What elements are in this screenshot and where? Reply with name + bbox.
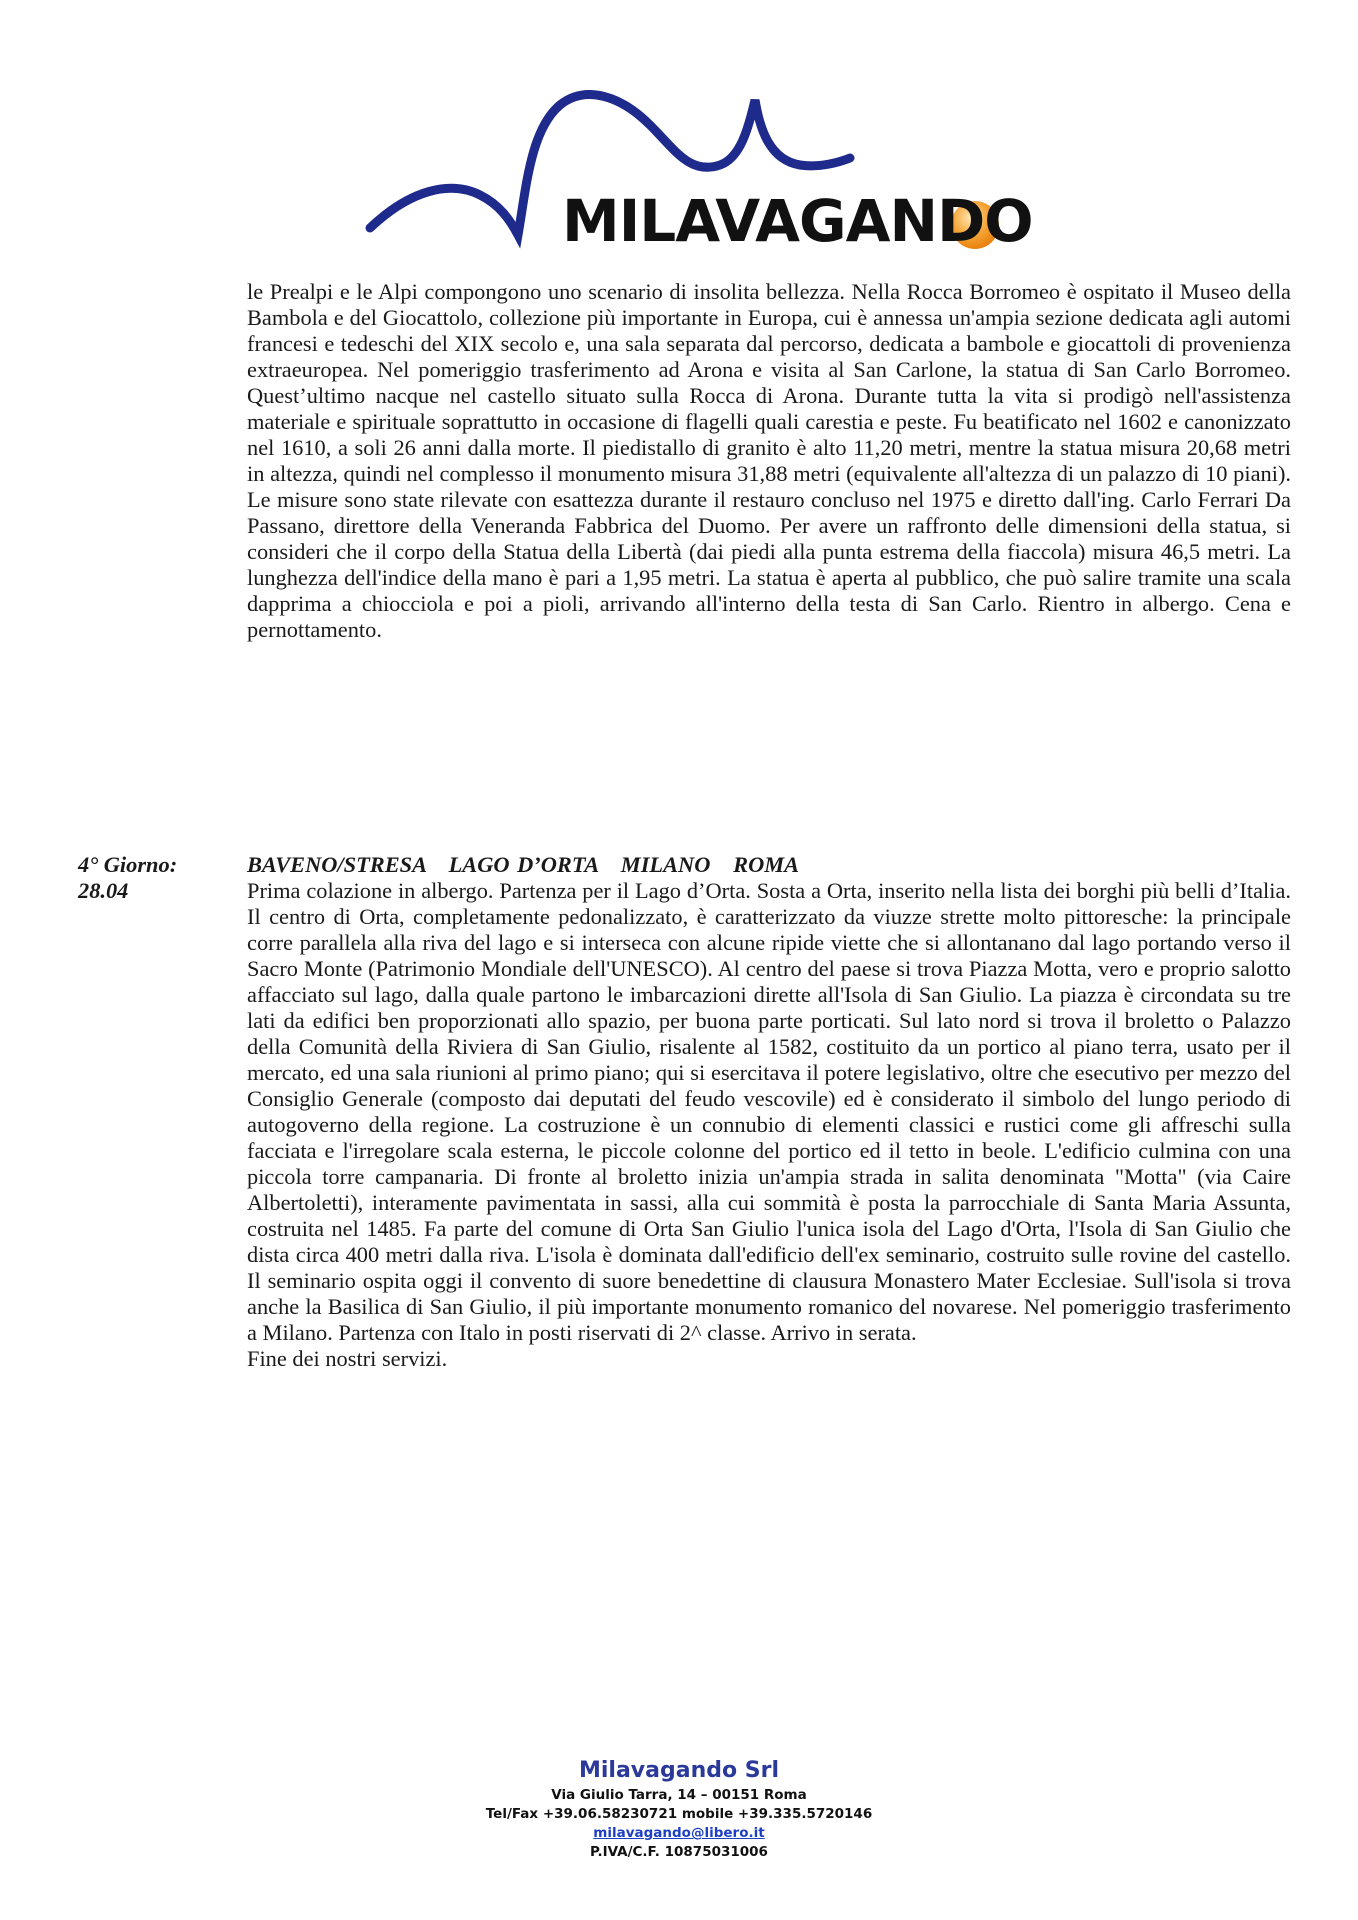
closing-line: Fine dei nostri servizi.: [247, 1346, 448, 1371]
day-date: 28.04: [78, 878, 129, 903]
footer-company: Milavagando Srl: [578, 1758, 780, 1783]
footer: [0, 1756, 1358, 1862]
footer-address: Via Giulio Tarra, 14 – 00151 Roma: [551, 1787, 807, 1803]
day-description: [247, 878, 1291, 1372]
day-label: [78, 852, 177, 904]
continuation-paragraph: le Prealpi e le Alpi compongono uno scenario di insolita bellezza. Nella Rocca Borromeo è ospitato il Museo della Bambola e del Giocattolo, collezione più importante in Europa, cui è annessa un'ampia sezione dedicata agli automi francesi e tedeschi del XIX secolo e, una sala separata dal percorso, dedicata a bambole e giocattoli di provenienza extraeuropea. Nel pomeriggio trasferimento ad Arona e visita al San Carlone, la statua di San Carlo Borromeo. Quest’ultimo nacque nel castello situato sulla Rocca di Arona. Durante tutta la vita si prodigò nell'assistenza materiale e spirituale soprattutto in occasione di flagelli quali carestia e peste. Fu beatificato nel 1602 e canonizzato nel 1610, a soli 26 anni dalla morte. Il piedistallo di granito è alto 11,20 metri, mentre la statua misura 20,68 metri in altezza, quindi nel complesso il monumento misura 31,88 metri (equivalente all'altezza di un palazzo di 10 piani). Le misure sono state rilevate con esattezza durante il restauro concluso nel 1975 e diretto dall'ing. Carlo Ferrari Da Passano, direttore della Veneranda Fabbrica del Duomo. Per avere un raffronto delle dimensioni della statua, si consideri che il corpo della Statua della Libertà (dai piedi alla punta estrema della fiaccola) misura 46,5 metri. La lunghezza dell'indice della mano è pari a 1,95 metri. La statua è aperta al pubblico, che può salire tramite una scala dapprima a chiocciola e poi a pioli, arrivando all'interno della testa di San Carlo. Rientro in albergo. Cena e pernottamento.: [247, 279, 1291, 642]
day-title: BAVENO/STRESA LAGO D’ORTA MILANO ROMA: [247, 852, 800, 877]
footer-phones: Tel/Fax +39.06.58230721 mobile +39.335.5720146: [485, 1806, 873, 1822]
logo-wordmark: MILAVAGANDO: [562, 187, 1033, 255]
footer-email-link[interactable]: milavagando@libero.it: [593, 1825, 765, 1841]
footer-vat: P.IVA/C.F. 10875031006: [590, 1844, 768, 1860]
day-body: Prima colazione in albergo. Partenza per il Lago d’Orta. Sosta a Orta, inserito nella lista dei borghi più belli d’Italia. Il centro di Orta, completamente pedonalizzato, è caratterizzato da viuzze strette molto pittoresche: la principale corre parallela alla riva del lago e si interseca con alcune ripide viette che si allontanano dal lago portando verso il Sacro Monte (Patrimonio Mondiale dell'UNESCO). Al centro del paese si trova Piazza Motta, vero e proprio salotto affacciato sul lago, dalla quale partono le imbarcazioni dirette all'Isola di San Giulio. La piazza è circondata su tre lati da edifici ben proporzionati allo spazio, per buona parte porticati. Sul lato nord si trova il broletto o Palazzo della Comunità della Riviera di San Giulio, risalente al 1582, costituito da un portico al piano terra, usato per il mercato, ed una sala riunioni al primo piano; qui si esercitava il potere legislativo, oltre che esecutivo per mezzo del Consiglio Generale (composto dai deputati del feudo vescovile) ed è considerato il simbolo del lungo periodo di autogoverno della regione. La costruzione è un connubio di elementi classici e rustici come gli affreschi sulla facciata e l'irregolare scala esterna, le piccole colonne del portico ed il tetto in beole. L'edificio culmina con una piccola torre campanaria. Di fronte al broletto inizia un'ampia strada in salita denominata "Motta" (via Caire Albertoletti), interamente pavimentata in sassi, alla cui sommità è posta la parrocchiale di Santa Maria Assunta, costruita nel 1485. Fa parte del comune di Orta San Giulio l'unica isola del Lago d'Orta, l'Isola di San Giulio che dista circa 400 metri dalla riva. L'isola è dominata dall'edificio dell'ex seminario, costruito sulle rovine del castello. Il seminario ospita oggi il convento di suore benedettine di clausura Monastero Mater Ecclesiae. Sull'isola si trova anche la Basilica di San Giulio, il più importante monumento romanico del novarese. Nel pomeriggio trasferimento a Milano. Partenza con Italo in posti riservati di 2^ classe. Arrivo in serata.: [247, 878, 1291, 1345]
company-logo: [330, 70, 1033, 280]
day-number: 4° Giorno:: [78, 852, 178, 877]
